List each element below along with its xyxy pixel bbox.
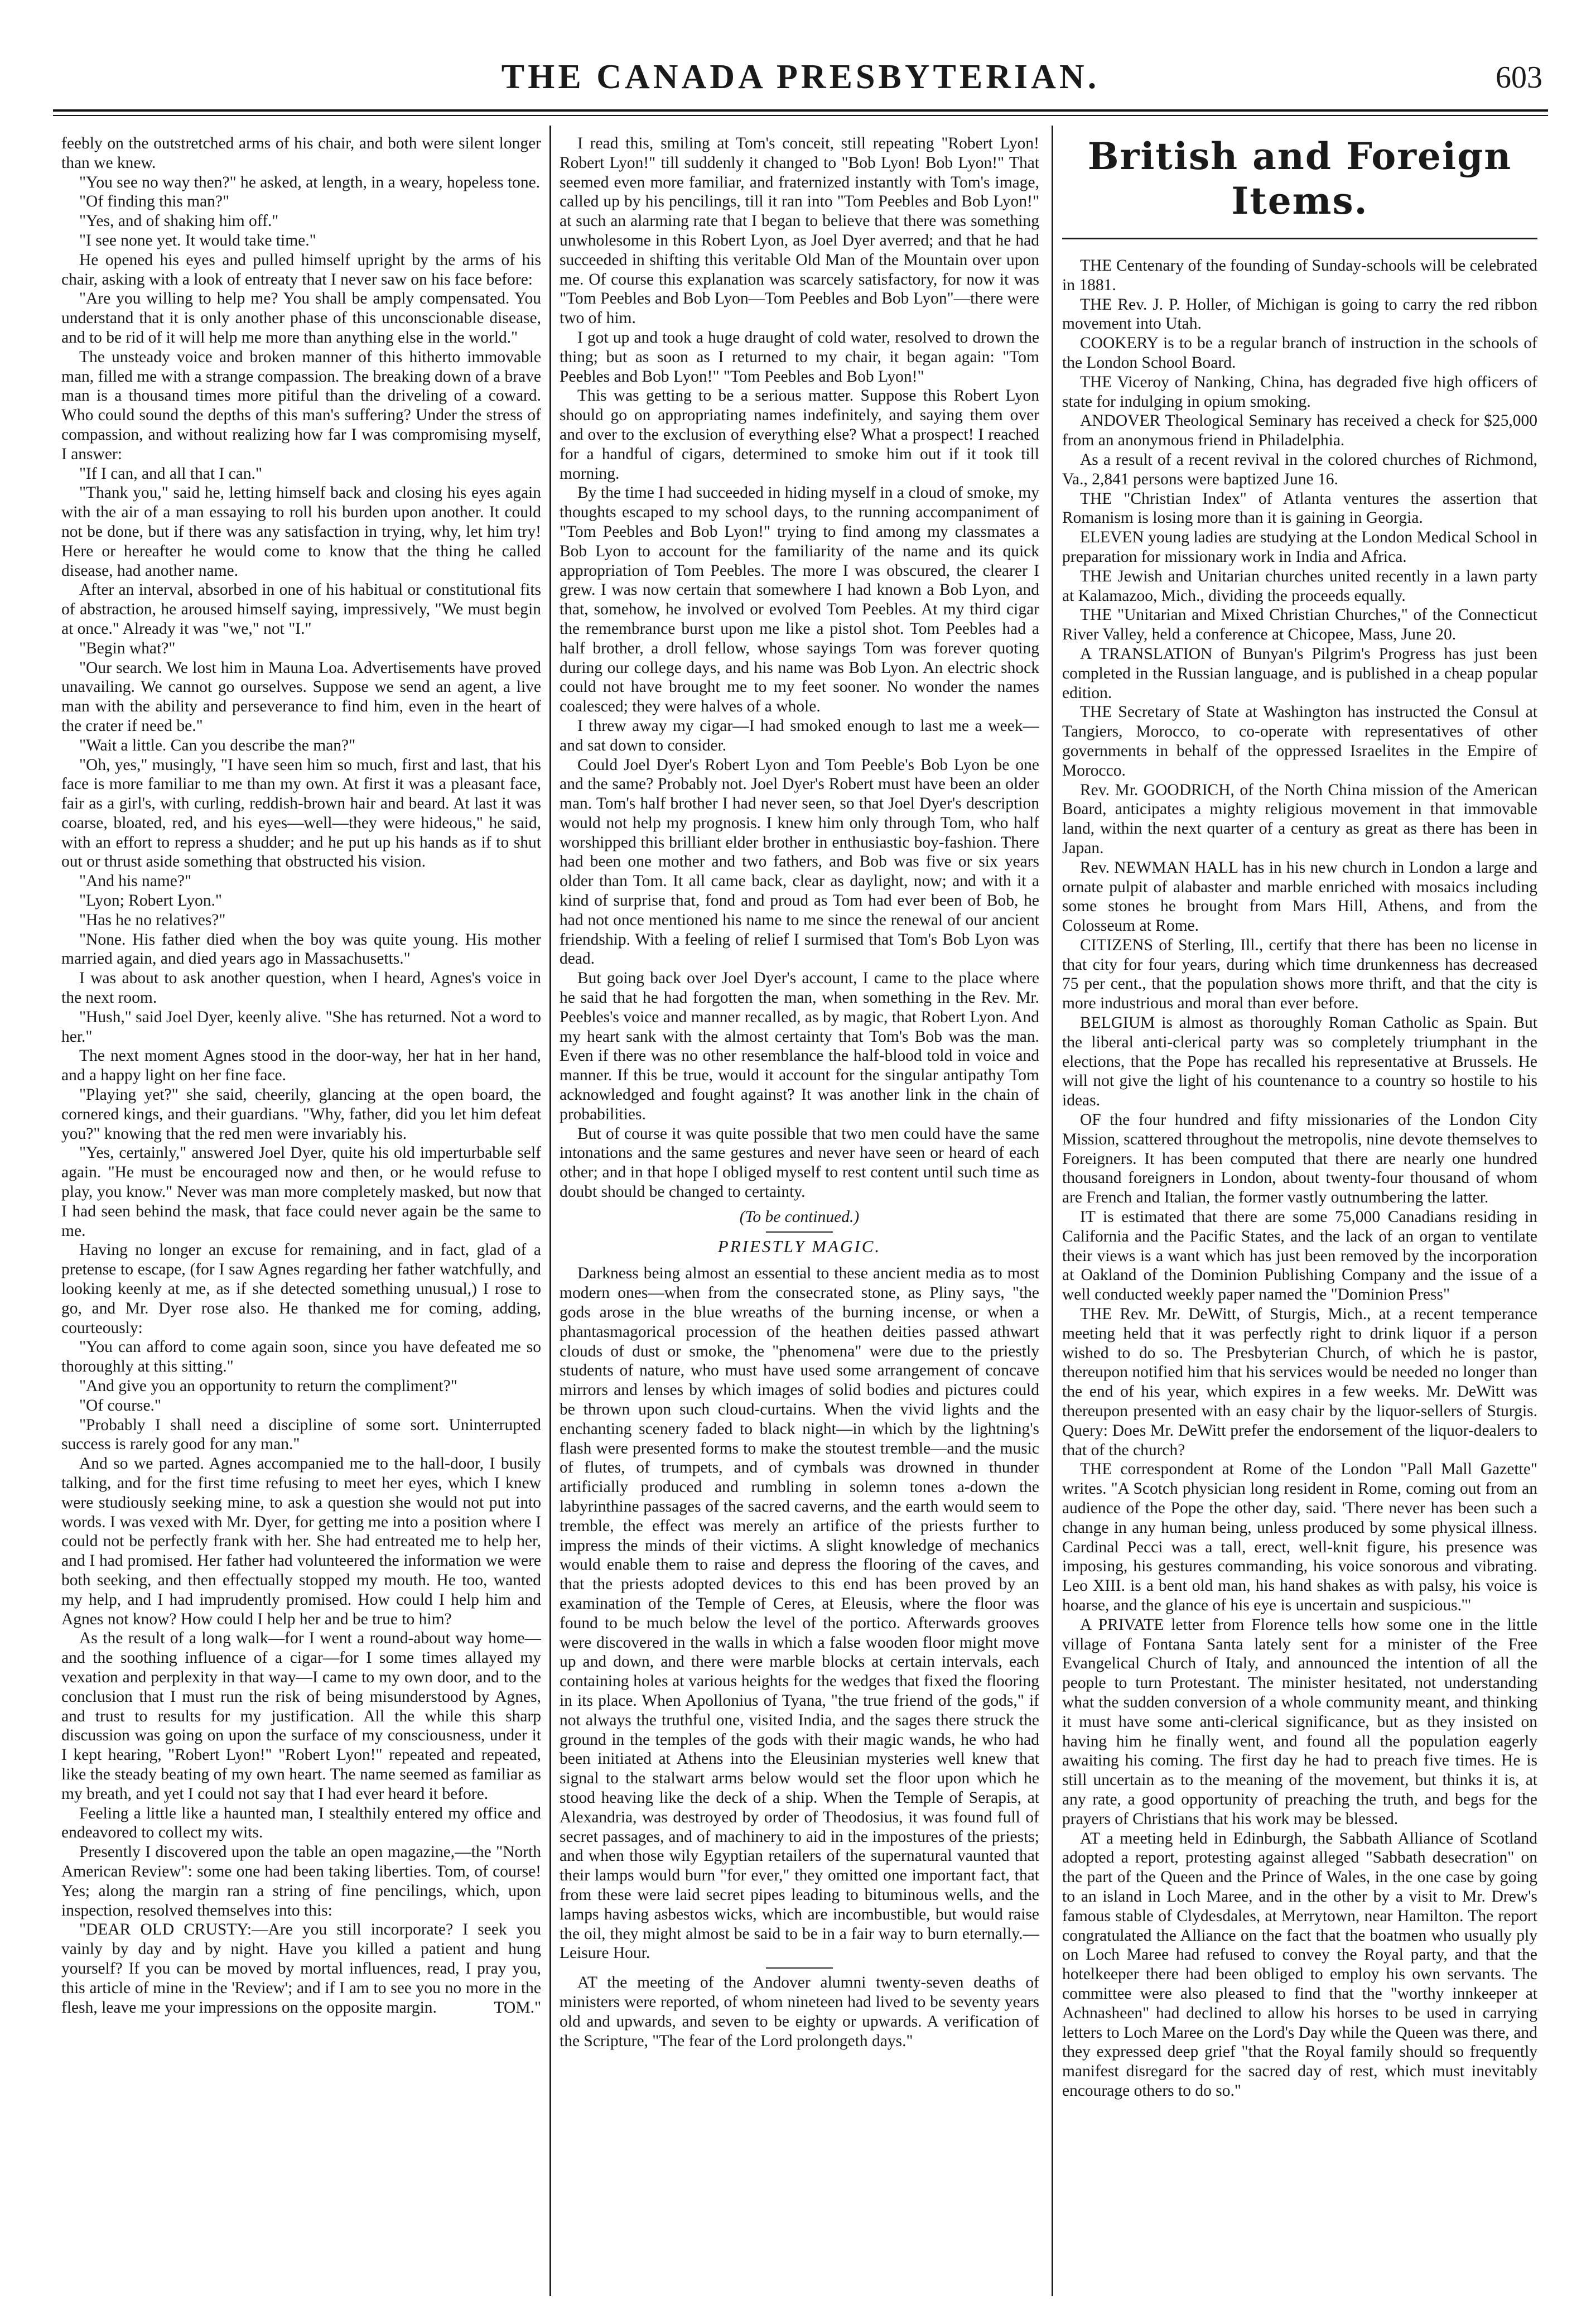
newspaper-title: THE CANADA PRESBYTERIAN. [501,58,1100,96]
header-rule-thin [53,115,1548,116]
news-item: OF the four hundred and fifty missionaries of the London City Mission, scattered throughout the metropolis, nine devote themselves to Foreigners. It has been computed that there are nearly one hundred thousand foreigners in London, about twenty-four thousand of whom are French and Italian, the former vastly outnumbering the latter. [1062,1111,1537,1207]
news-item: ELEVEN young ladies are studying at the London Medical School in preparation for missionary work in India and Africa. [1062,528,1537,566]
signature: TOM." [494,1998,541,2017]
paragraph: But going back over Joel Dyer's account, I came to the place where he said that he had forgotten the man, when something in the Rev. Mr. Peebles's voice and manner recalled, as by magic, that Robert Lyon. And my heart sank with the almost certainty that Tom's Bob was the man. Even if there was no other resemblance the half-blood told in voice and manner. If this be true, would it account for the singular antipathy Tom acknowledged and fought against? It was another link in the chain of probabilities. [560,969,1039,1123]
paragraph: Having no longer an excuse for remaining, and in fact, glad of a pretense to escape, (for I saw Agnes regarding her father watchfully, and looking keenly at me, as if she detected something unusual,) I rose to go, and Mr. Dyer rose also. He thanked me for coming, adding, courteously: [61,1241,541,1337]
news-item: THE Rev. Mr. DeWitt, of Sturgis, Mich., at a recent temperance meeting held that it was perfectly right to drink liquor if a person wished to do so. The Presbyterian Church, of which he is pastor, thereupon notified him that his services would be needed no longer than the end of his year, which expires in a few weeks. Mr. DeWitt was thereupon presented with an easy chair by the liquor-sellers of Sturgis. Query: Does Mr. DeWitt prefer the endorsement of the liquor-dealers to that of the church? [1062,1305,1537,1459]
article-divider [766,1967,833,1969]
news-item: AT a meeting held in Edinburgh, the Sabbath Alliance of Scotland adopted a report, protesting against alleged "Sabbath desecration" on the part of the Queen and the Prince of Wales, in the one case by going to an island in Loch Maree, and in the other by a visit to Mr. Drew's famous stable of Clydesdales, at Merrytown, near Hamilton. The report congratulated the Alliance on the fact that the boatmen who usually ply on Loch Maree had refused to convey the Royal party, and that the hotelkeeper there had been obliged to employ his own servants. The committee were also pleased to find that the "worthy innkeeper at Achnasheen" had declined to allow his horses to be used in carrying letters to Loch Maree on the Lord's Day while the Queen was there, and they expressed deep grief "that the Royal family should so frequently manifest disregard for the sacred day of rest, which must inevitably encourage others to do so." [1062,1829,1537,2100]
paragraph: "Begin what?" [79,639,176,657]
news-item: COOKERY is to be a regular branch of instruction in the schools of the London School Board. [1062,334,1537,372]
news-items [1062,256,1537,2101]
paragraph: "Of course." [79,1396,161,1414]
column-3-items [1062,134,1537,2299]
paragraph: I got up and took a huge draught of cold water, resolved to drown the thing; but as soon as I returned to my chair, it began again: "Tom Peebles and Bob Lyon!" "Tom Peebles and Bob Lyon!" [560,328,1039,386]
story-continuation [560,134,1039,1202]
news-item: A PRIVATE letter from Florence tells how some one in the little village of Fontana Santa lately sent for a minister of the Free Evangelical Church of Italy, and announced the intention of all the people to turn Protestant. The minister hesitated, not understanding what the sudden conversion of a whole community meant, and thinking it must have some anti-clerical significance, but as they insisted on having him he finally went, and found all the population eagerly awaiting his coming. The first day he had to preach five times. He is still uncertain as to the meaning of the movement, but thinks it is, at any rate, a good opportunity of preaching the truth, and begs for the prayers of Christians that his work may be blessed. [1062,1615,1537,1828]
paragraph: "Yes, and of shaking him off." [79,212,279,230]
paragraph: The unsteady voice and broken manner of this hitherto immovable man, filled me with a strange compassion. The breaking down of a brave man is a thousand times more pitiful than the driveling of a coward. Who could sound the depths of this man's suffering? Under the stress of compassion, and without realizing how far I was compromising myself, I answer: [61,348,541,463]
paragraph: The next moment Agnes stood in the door-way, her hat in her hand, and a happy light on her fine face. [61,1047,541,1085]
paragraph: "If I can, and all that I can." [79,464,262,483]
paragraph: "I see none yet. It would take time." [79,231,316,249]
paragraph: I threw away my cigar—I had smoked enough to last me a week—and sat down to consider. [560,716,1039,754]
section-title-rule [1062,238,1537,239]
paragraph: "You see no way then?" he asked, at length, in a weary, hopeless tone. [79,173,541,191]
article-priestly-magic [560,1264,1039,1963]
news-item: THE Centenary of the founding of Sunday-schools will be celebrated in 1881. [1062,257,1537,294]
article-title-priestly-magic: PRIESTLY MAGIC. [717,1236,881,1256]
paragraph: "You can afford to come again soon, since you have defeated me so thoroughly at this sitting." [61,1338,541,1376]
paragraph: I was about to ask another question, when I heard, Agnes's voice in the next room. [61,969,541,1007]
news-item: CITIZENS of Sterling, Ill., certify that there has been no license in that city for four years, during which time drunkenness has decreased 75 per cent., that the population shows more thrift, and that the city is more industrious and moral than ever before. [1062,936,1537,1013]
news-item: As a result of a recent revival in the colored churches of Richmond, Va., 2,841 persons were baptized June 16. [1062,450,1537,488]
paragraph: And so we parted. Agnes accompanied me to the hall-door, I busily talking, and for the first time refusing to meet her eyes, which I knew were studiously seeking mine, to ask a question she would not put into words. I was vexed with Mr. Dyer, for getting me into a position where I could not be perfectly frank with her. She had entreated me to help her, and I had promised. Her father had volunteered the information we were both seeking, and then effectually stopped my mouth. He too, wanted my help, and I had imprudently promised. How could I help him and Agnes not know? How could I help her and be true to him? [61,1455,541,1628]
news-item: THE correspondent at Rome of the London "Pall Mall Gazette" writes. "A Scotch physician long resident in Rome, coming out from an audience of the Pope the other day, said. 'There never has been such a change in any human being, unless produced by some physical illness. Cardinal Pecci was a tall, erect, well-knit figure, his presence was imposing, his gestures commanding, his voice sonorous and vibrating. Leo XIII. is a bent old man, his hand shakes as with palsy, his voice is hoarse, and the glance of his eye is uncertain and suspicious.'" [1062,1460,1537,1614]
news-item: THE Viceroy of Nanking, China, has degraded five high officers of state for indulging in opium smoking. [1062,373,1537,411]
column-divider-1 [549,126,551,2296]
paragraph: "Has he no relatives?" [79,911,226,929]
paragraph: I read this, smiling at Tom's conceit, still repeating "Robert Lyon! Robert Lyon!" till suddenly it changed to "Bob Lyon! Bob Lyon!" That seemed even more familiar, and fraternized instantly with Tom's image, called up by his pencilings, till it ran into "Tom Peebles and Bob Lyon!" at such an alarming rate that I began to believe that there was something unwholesome in this Robert Lyon, as Joel Dyer averred; and that he had succeeded in shifting this veritable Old Man of the Mountain over upon me. Of course this explanation was scarcely satisfactory, for now it was "Tom Peebles and Bob Lyon—Tom Peebles and Bob Lyon"—there were two of him. [560,134,1039,328]
paragraph: As the result of a long walk—for I went a round-about way home—and the soothing influence of a cigar—for I some times allayed my vexation and perplexity in that way—I came to my own door, and to the conclusion that I must run the risk of being misunderstood by Agnes, and trust to results for my justification. All the while this sharp discussion was going on upon the surface of my consciousness, under it I kept hearing, "Robert Lyon!" "Robert Lyon!" repeated and repeated, like the steady beating of my own heart. The name seemed as familiar as my breath, and yet I could not say that I had ever heard it before. [61,1629,541,1803]
news-item: BELGIUM is almost as thoroughly Roman Catholic as Spain. But the liberal anti-clerical party was so completely triumphant in the elections, that the Pope has recalled his representative at Brussels. He will not give the light of his countenance to a country so hostile to his ideas. [1062,1014,1537,1110]
header-rule-thick [53,109,1548,112]
paragraph: This was getting to be a serious matter. Suppose this Robert Lyon should go on appropriating names indefinitely, and saying them over and over to the exclusion of everything else? What a prospect! I reached for a handful of cigars, determined to smoke him out if it took till morning. [560,387,1039,483]
paragraph: "Wait a little. Can you describe the man?" [79,736,356,754]
news-item: Rev. NEWMAN HALL has in his new church in London a large and ornate pulpit of alabaster and marble enriched with mosaics including some stones he brought from Mars Hill, Athens, and from the Colosseum at Rome. [1062,858,1537,935]
column-divider-2 [1052,126,1053,2296]
news-item: Rev. Mr. GOODRICH, of the North China mission of the American Board, anticipates a mighty religious movement in that immovable land, within the next quarter of a century as great as there has been in Japan. [1062,781,1537,857]
column-1-story [61,134,541,2299]
news-item: THE Secretary of State at Washington has instructed the Consul at Tangiers, Morocco, to co-operate with representatives of other governments in behalf of the oppressed Israelites in the Empire of Morocco. [1062,703,1537,780]
to-be-continued: (To be continued.) [739,1207,860,1226]
paragraph: Feeling a little like a haunted man, I stealthily entered my office and endeavored to collect my wits. [61,1804,541,1842]
article-divider [766,1231,833,1233]
paragraph: "Yes, certainly," answered Joel Dyer, quite his old imperturbable self again. "He must be encouraged now and then, or he would refuse to play, you know." Never was man more completely masked, but now that I had seen behind the mask, that face could never again be the same to me. [61,1144,541,1240]
news-item: THE "Christian Index" of Atlanta ventures the assertion that Romanism is losing more than it is gaining in Georgia. [1062,489,1537,527]
paragraph: "Hush," said Joel Dyer, keenly alive. "She has returned. Not a word to her." [61,1008,541,1046]
paragraph: AT the meeting of the Andover alumni twenty-seven deaths of ministers were reported, of whom nineteen had lived to be seventy years old and upwards, and seven to be eighty or upwards. A verification of the Scripture, "The fear of the Lord prolongeth days." [560,1974,1039,2050]
paragraph: But of course it was quite possible that two men could have the same intonations and the same gestures and never have seen or heard of each other; and in that hope I obliged myself to rest content until such time as doubt should be changed to certainty. [560,1124,1039,1201]
news-item: IT is estimated that there are some 75,000 Canadians residing in California and the Pacific States, and the lack of an organ to ventilate their views is a want which has just been removed by the incorporation at Oakland of the Dominion Publishing Company and the issue of a well conducted weekly paper named the "Dominion Press" [1062,1208,1537,1304]
paragraph: "Our search. We lost him in Mauna Loa. Advertisements have proved unavailing. We cannot go ourselves. Suppose we send an agent, a live man with the ability and perseverance to find him, even in the heart of the crater if need be." [61,658,541,735]
section-title: British and Foreign Items. [1087,134,1512,223]
paragraph: "Lyon; Robert Lyon." [79,892,222,910]
news-item: ANDOVER Theological Seminary has received a check for $25,000 from an anonymous friend in Philadelphia. [1062,412,1537,450]
paragraph: "Playing yet?" she said, cheerily, glancing at the open board, the cornered kings, and their guardians. "Why, father, did you let him defeat you?" knowing that the red men were invariably his. [61,1086,541,1143]
article-andover-alumni [560,1973,1039,2051]
paragraph: Could Joel Dyer's Robert Lyon and Tom Peeble's Bob Lyon be one and the same? Probably not. Joel Dyer's Robert must have been an older man. Tom's half brother I had never seen, so that Joel Dyer's description would not help my prognosis. I knew him only through Tom, who half worshipped this brilliant elder brother in enthusiastic boy-fashion. There had been one mother and two fathers, and Bob was five or six years older than Tom. It all came back, clear as daylight, now; and with it a kind of surprise that, fond and proud as Tom had ever been of Bob, he had not once mentioned his name to me since the renewal of our ancient friendship. With a feeling of relief I surmised that Tom's Bob Lyon was dead. [560,756,1039,968]
page-header [53,53,1548,103]
paragraph: feebly on the outstretched arms of his chair, and both were silent longer than we knew. [61,134,541,172]
paragraph: "None. His father died when the boy was quite young. His mother married again, and died years ago in Massachusetts." [61,930,541,968]
news-item: THE Jewish and Unitarian churches united recently in a lawn party at Kalamazoo, Mich., dividing the proceeds equally. [1062,567,1537,605]
column-2 [560,134,1039,2299]
paragraph: "Probably I shall need a discipline of some sort. Uninterrupted success is rarely good for any man." [61,1416,541,1454]
paragraph: By the time I had succeeded in hiding myself in a cloud of smoke, my thoughts escaped to my school days, to the running accompaniment of "Tom Peebles and Bob Lyon!" trying to find among my classmates a Bob Lyon to account for the familiarity of the name and its quick appropriation of Tom Peebles. The more I was obscured, the clearer I grew. I was now certain that somewhere I had known a Bob Lyon, and that, somehow, he involved or evolved Tom Peebles. At my third cigar the remembrance burst upon me like a pistol shot. Tom Peebles had a half brother, a droll fellow, whose sayings Tom was forever quoting during our college days, and his name was Bob Lyon. An electric shock could not have brought me to my feet sooner. No wonder the names coalesced; they were halves of a whole. [560,484,1039,716]
paragraph: "Are you willing to help me? You shall be amply compensated. You understand that it is only another phase of this unconscionable disease, and to be rid of it will help me more than anything else in the world." [61,290,541,347]
paragraph: After an interval, absorbed in one of his habitual or constitutional fits of abstraction, he aroused himself saying, impressively, "We must begin at once." Already it was "we," not "I." [61,581,541,638]
paragraph: "Of finding this man?" [79,193,230,211]
news-item: A TRANSLATION of Bunyan's Pilgrim's Progress has just been completed in the Russian language, and is published in a cheap popular edition. [1062,644,1537,702]
page-number: 603 [1496,60,1542,95]
news-item: THE Rev. J. P. Holler, of Michigan is going to carry the red ribbon movement into Utah. [1062,295,1537,333]
paragraph: He opened his eyes and pulled himself upright by the arms of his chair, asking with a look of entreaty that I never saw on his face before: [61,251,541,288]
paragraph: "Oh, yes," musingly, "I have seen him so much, first and last, that his face is more familiar to me than my own. At first it was a pleasant face, fair as a girl's, with curling, reddish-brown hair and beard. At last it was coarse, bloated, red, and his eyes—well—they were hideous," he said, with an effort to repress a shudder; and he put up his hands as if to shut out or thrust aside something that obstructed his vision. [61,756,541,871]
paragraph: "And give you an opportunity to return the compliment?" [79,1377,457,1395]
news-item: THE "Unitarian and Mixed Christian Churches," of the Connecticut River Valley, held a conference at Chicopee, Mass, June 20. [1062,606,1537,644]
paragraph: "And his name?" [79,872,192,891]
paragraph: "DEAR OLD CRUSTY:—Are you still incorporate? I seek you vainly by day and by night. Have you killed a patient and hung yourself? If you can be moved by mortal influences, read, I pray you, this article of mine in the 'Review'; and if I am to see you no more in the flesh, leave me your impressions on the opposite margin. TOM." [61,1921,541,2017]
paragraph: Presently I discovered upon the table an open magazine,—the "North American Review": some one had been taking liberties. Tom, of course! Yes; along the margin ran a string of fine pencilings, which, upon inspection, resolved themselves into this: [61,1843,541,1919]
paragraph: "Thank you," said he, letting himself back and closing his eyes again with the air of a man essaying to roll his burden upon another. It could not be done, but if there was any satisfaction in trying, why, let him try! Here or hereafter he would come to know that the thing he called disease, had another name. [61,484,541,580]
paragraph: Darkness being almost an essential to these ancient media as to most modern ones—when from the consecrated stone, as Pliny says, "the gods arose in the blue wreaths of the burning incense, or when a phantasmagorical procession of the heathen deities passed athwart clouds of dust or smoke, the "phenomena" were due to the priestly students of nature, who must have used some arrangement of concave mirrors and lenses by which images of solid bodies and pictures could be thrown upon such cloud-curtains. When the vivid lights and the enchanting scenery faded to black night—in which by the lightning's flash were presented forms to make the stoutest tremble—and the music of flutes, of trumpets, and of cymbals was drowned in thunder artificially produced and rumbling in solemn tones a-down the labyrinthine passages of the sacred caverns, and the earth would seem to tremble, the effect was merely an artifice of the priests further to impress the minds of their victims. A slight knowledge of mechanics would enable them to raise and depress the flooring of the caves, and that the priests adopted devices to this end has been proved by an examination of the Temple of Ceres, at Eleusis, where the floor was found to be much below the level of the portico. Afterwards grooves were discovered in the walls in which a false wooden floor might move up and down, and there were marble blocks at certain intervals, each containing holes at various heights for the wedges that fixed the flooring in its place. When Apollonius of Tyana, "the true friend of the gods," if not always the truthful one, visited India, and the sages there struck the ground in the temples of the gods with their magic wands, he who had been initiated at Athens into the Eleusinian mysteries well knew that signal to the stalwart arms below would set the floor upon which he stood heaving like the deck of a ship. When the Temple of Serapis, at Alexandria, was destroyed by order of Theodosius, it was found full of secret passages, and of machinery to aid in the impostures of the priests; and when those wily Egyptian retailers of the supernatural vaunted that their lamps would burn "for ever," they omitted one important fact, that from these were laid secret pipes leading to bituminous wells, and the lamps having asbestos wicks, which are incombustible, but would raise the oil, they might almost be said to be in a fair way to burn eternally.—Leisure Hour. [560,1264,1039,1962]
